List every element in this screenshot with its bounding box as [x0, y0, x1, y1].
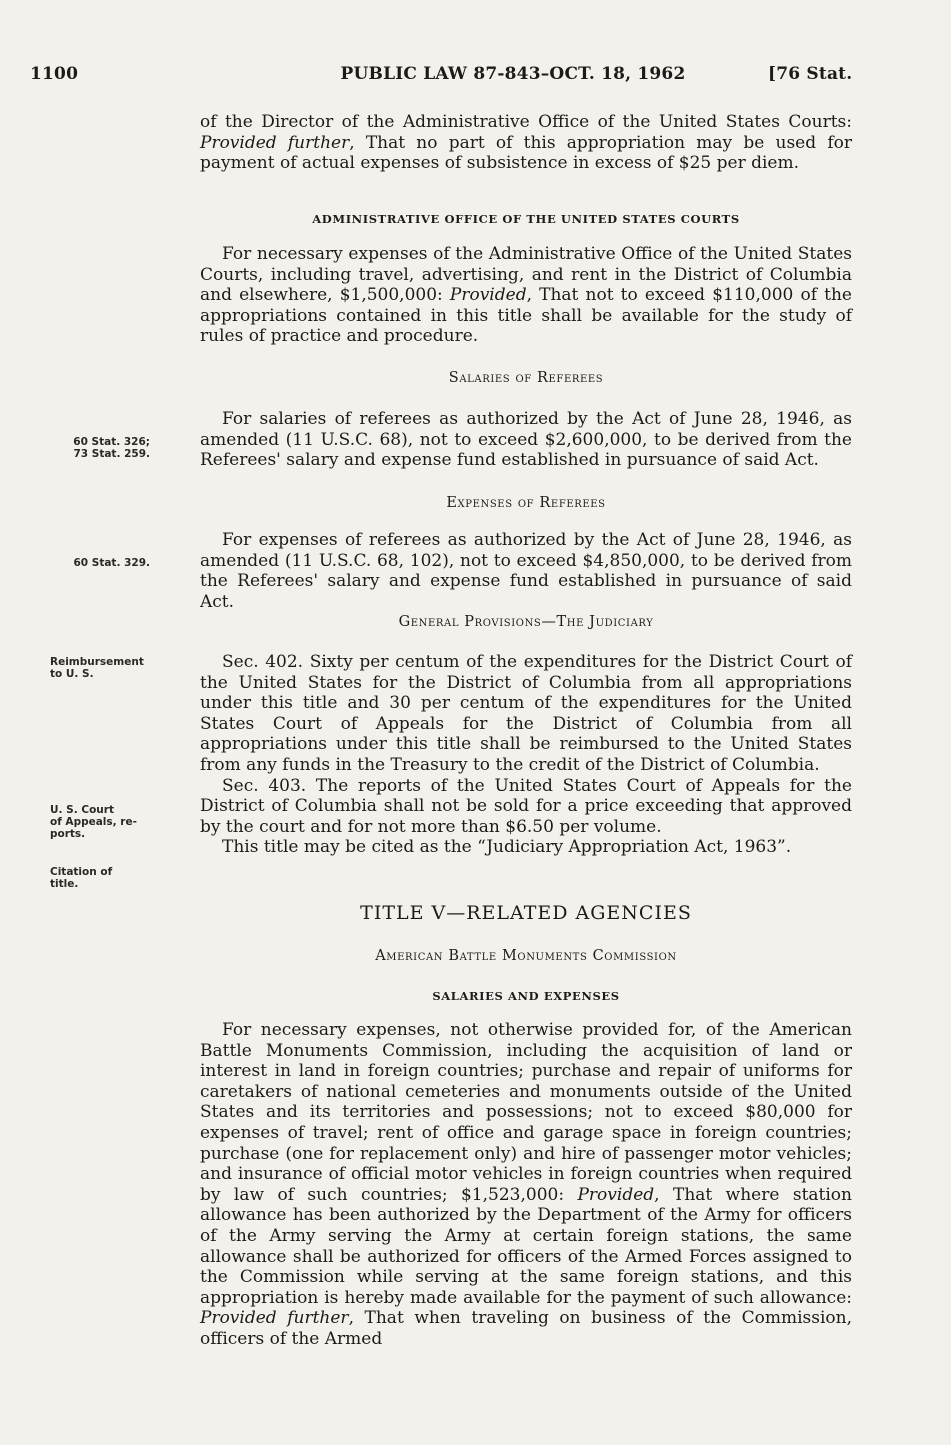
- citation-text: This title may be cited as the “Judiciary Appropriation Act, 1963”.: [222, 837, 792, 858]
- expenses-referees-paragraph: [200, 530, 852, 612]
- abmc-text-part: For necessary expenses, not otherwise provided for, of the American Battle Monuments Commission, including the acquisition of land or interest in land in foreign countries; purchase and repair of uniforms for caretakers of national cemeteries and monuments outside of the United States and its territories and possessions; not to exceed $80,000 for expenses of travel; rent of office and garage space in foreign countries; purchase (one for replacement only) and hire of passenger motor vehicles; and insurance of official motor vehicles in foreign countries when required by law of such countries; $1,523,000:: [200, 1020, 852, 1205]
- salaries-expenses-heading: SALARIES AND EXPENSES: [432, 989, 620, 1003]
- admin-office-emphasis: Provided: [449, 285, 527, 306]
- intro-text: [200, 112, 852, 174]
- margin-note-court-of-appeals: [50, 804, 160, 840]
- volume-reference: [76 Stat.: [768, 64, 853, 84]
- page-number: 1100: [30, 64, 79, 84]
- margin-note-line: 73 Stat. 259.: [73, 448, 150, 460]
- sec-403-text: Sec. 403. The reports of the United States Court of Appeals for the District of Columbia shall not be sold for a price exceeding that approved by the court and for not more than $6.50 per volume.: [200, 775, 852, 837]
- margin-note-expenses: 60 Stat. 329.: [73, 557, 150, 569]
- running-title: PUBLIC LAW 87-843–OCT. 18, 1962: [340, 64, 686, 84]
- margin-note-citation: [50, 866, 160, 890]
- general-provisions-paragraphs: [200, 652, 852, 858]
- abmc-emphasis: Provided further: [200, 1308, 349, 1329]
- expenses-referees-text: For expenses of referees as authorized by the Act of June 28, 1946, as amended (11 U.S.C. 68, 102), not to exceed $4,850,000, to be derived from the Referees' salary and expense fund established in pursuance of said Act.: [200, 530, 852, 612]
- admin-office-text: [200, 244, 852, 347]
- margin-note-reimbursement: [50, 656, 160, 680]
- expenses-referees-heading: Expenses of Referees: [446, 495, 606, 511]
- abmc-text: [200, 1020, 852, 1350]
- margin-note-line: to U. S.: [50, 668, 94, 680]
- intro-text-part: , That no part of this appropriation may be used for payment of actual expenses of subsistence in excess of $25 per diem.: [200, 132, 852, 174]
- abmc-text-part: , That where station allowance has been authorized by the Department of the Army for officers of the Army serving the Army at certain foreign stations, the same allowance shall be authorized for officers of the Armed Forces assigned to the Commission while serving at the same foreign stations, and this appropriation is hereby made available for the payment of such allowance:: [200, 1184, 852, 1308]
- abmc-emphasis: Provided: [577, 1184, 655, 1205]
- margin-note-line: title.: [50, 878, 79, 890]
- margin-note-line: Reimbursement: [50, 656, 144, 668]
- margin-note-line: U. S. Court: [50, 804, 114, 816]
- margin-note-line: Citation of: [50, 866, 113, 878]
- admin-office-heading: ADMINISTRATIVE OFFICE OF THE UNITED STATES COURTS: [312, 212, 740, 226]
- abmc-heading: American Battle Monuments Commission: [375, 948, 677, 964]
- margin-note-line: ports.: [50, 828, 86, 840]
- salaries-referees-paragraph: [200, 409, 852, 471]
- sec-402-text: Sec. 402. Sixty per centum of the expenditures for the District Court of the United States for the District of Columbia from all appropriations under this title and 30 per centum of the expenditures for the United States Court of Appeals for the District of Columbia from all appropriations under this title shall be reimbursed to the United States from any funds in the Treasury to the credit of the District of Columbia.: [200, 652, 852, 775]
- title-v-heading: TITLE V—RELATED AGENCIES: [360, 902, 692, 924]
- margin-note-line: 60 Stat. 326;: [73, 436, 150, 448]
- intro-paragraph: [200, 112, 852, 174]
- intro-emphasis: Provided further: [200, 132, 350, 153]
- abmc-paragraph: [200, 1020, 852, 1350]
- margin-note-line: of Appeals, re-: [50, 816, 137, 828]
- admin-office-text-part: , That not to exceed $110,000 of the appropriations contained in this title shall be available for the study of rules of practice and procedure.: [200, 285, 852, 347]
- abmc-text-part: , That when traveling on business of the Commission, officers of the Armed: [200, 1308, 852, 1349]
- margin-note-salaries: [40, 436, 150, 460]
- intro-text-part: of the Director of the Administrative Office of the United States Courts:: [200, 112, 852, 132]
- general-provisions-heading: General Provisions—The Judiciary: [398, 614, 654, 630]
- salaries-referees-heading: Salaries of Referees: [448, 370, 604, 386]
- admin-office-text-part: For necessary expenses of the Administrative Office of the United States Courts, including travel, advertising, and rent in the District of Columbia and elsewhere, $1,500,000:: [200, 244, 852, 306]
- admin-office-paragraph: [200, 244, 852, 347]
- salaries-referees-text: For salaries of referees as authorized by the Act of June 28, 1946, as amended (11 U.S.C. 68), not to exceed $2,600,000, to be derived from the Referees' salary and expense fund established in pursuance of said Act.: [200, 409, 852, 471]
